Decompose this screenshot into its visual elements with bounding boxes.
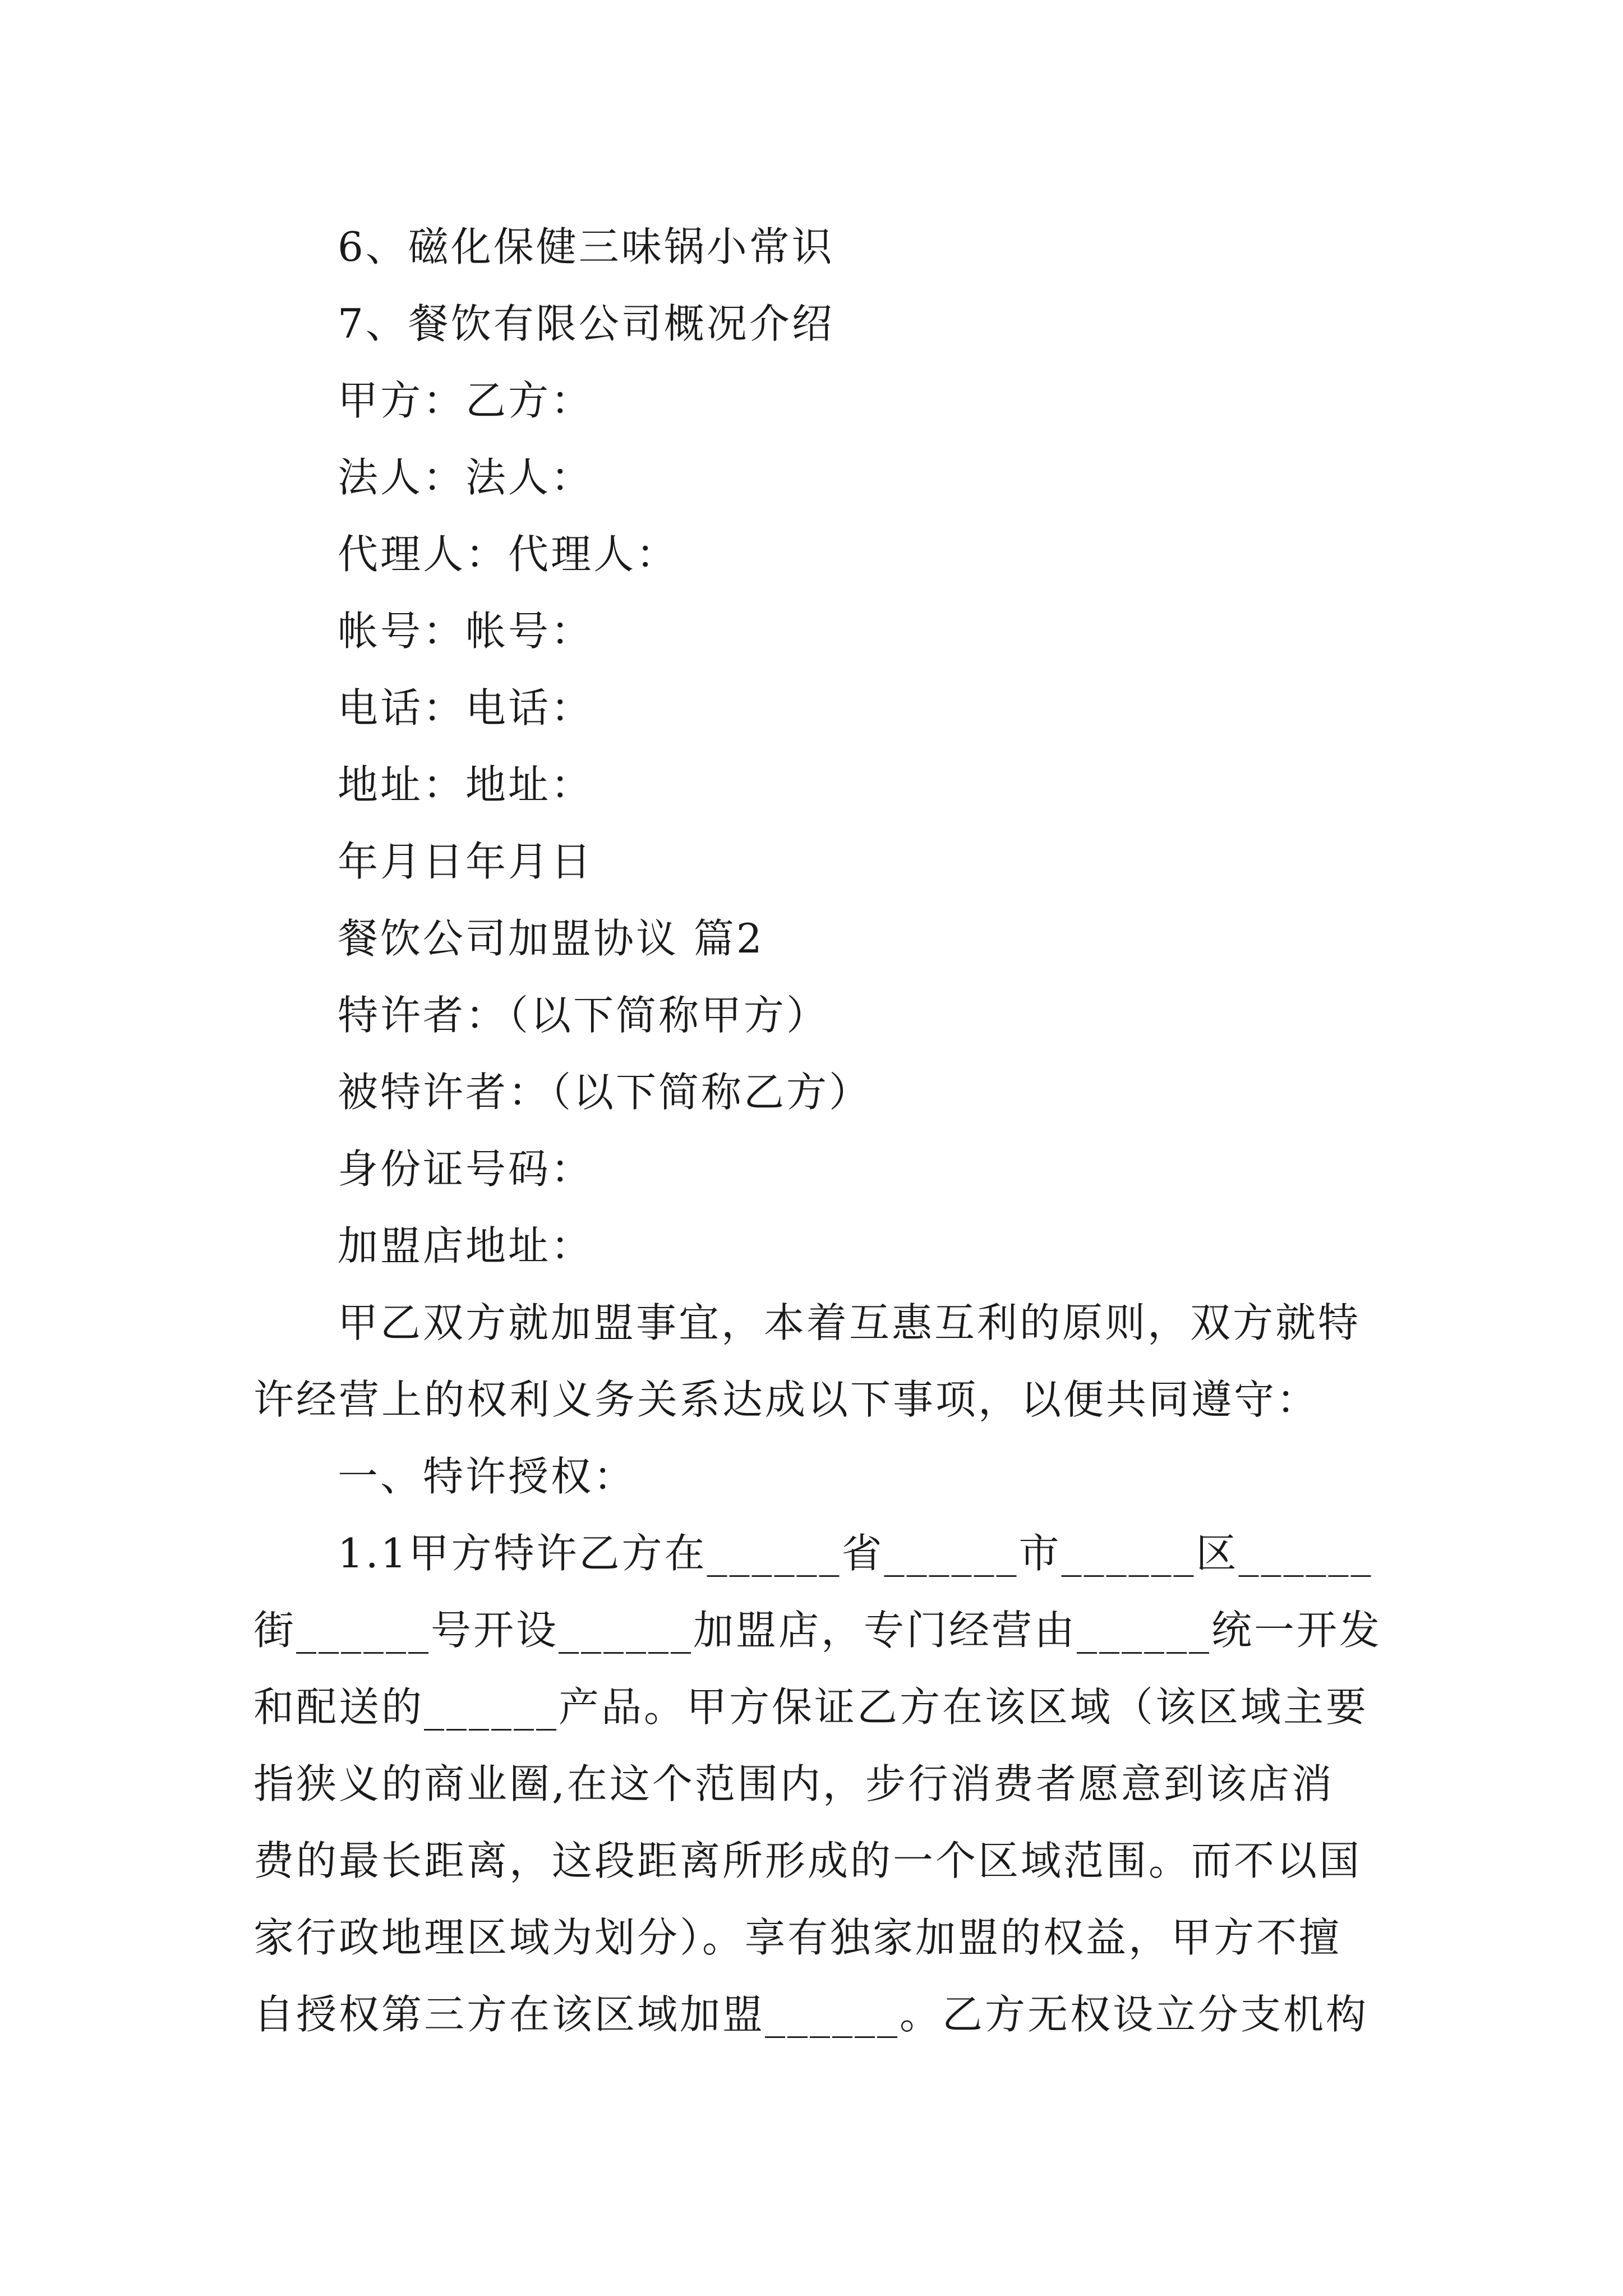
section-heading: 一、特许授权： (338, 1453, 637, 1500)
paragraph-line: 费的最长距离，这段距离所形成的一个区域范围。而不以国 (253, 1837, 1362, 1884)
date-line: 年月日年月日 (338, 838, 594, 885)
paragraph-line: 和配送的______产品。甲方保证乙方在该区域（该区域主要 (253, 1683, 1369, 1731)
paragraph-line: 1.1甲方特许乙方在______省______市______区______ (338, 1530, 1373, 1577)
franchisee-line: 被特许者：（以下简称乙方） (338, 1069, 872, 1116)
list-item-6: 6、磁化保健三味锅小常识 (338, 223, 834, 270)
paragraph-line: 许经营上的权利义务关系达成以下事项，以便共同遵守： (253, 1376, 1320, 1423)
paragraph-line: 街______号开设______加盟店，专门经营由______统一开发 (253, 1607, 1382, 1654)
party-line: 甲方：乙方： (338, 377, 594, 424)
paragraph-line: 甲乙双方就加盟事宜，本着互惠互利的原则，双方就特 (338, 1299, 1361, 1346)
id-number-line: 身份证号码： (338, 1145, 594, 1193)
paragraph-line: 自授权第三方在该区域加盟______。乙方无权设立分支机构 (253, 1991, 1369, 2038)
account-line: 帐号：帐号： (338, 608, 594, 655)
paragraph-line: 指狭义的商业圈,在这个范围内，步行消费者愿意到该店消 (253, 1760, 1334, 1807)
list-item-7: 7、餐饮有限公司概况介绍 (338, 300, 834, 347)
agreement-title: 餐饮公司加盟协议 篇2 (338, 915, 764, 962)
agent-line: 代理人：代理人： (338, 531, 679, 578)
franchisor-line: 特许者：（以下简称甲方） (338, 992, 829, 1039)
store-address-line: 加盟店地址： (338, 1222, 594, 1269)
paragraph-line: 家行政地理区域为划分）。享有独家加盟的权益，甲方不擅 (253, 1914, 1342, 1961)
document-body (253, 209, 1386, 2053)
legal-person-line: 法人：法人： (338, 454, 594, 501)
address-line: 地址：地址： (338, 761, 594, 808)
phone-line: 电话：电话： (338, 684, 594, 731)
